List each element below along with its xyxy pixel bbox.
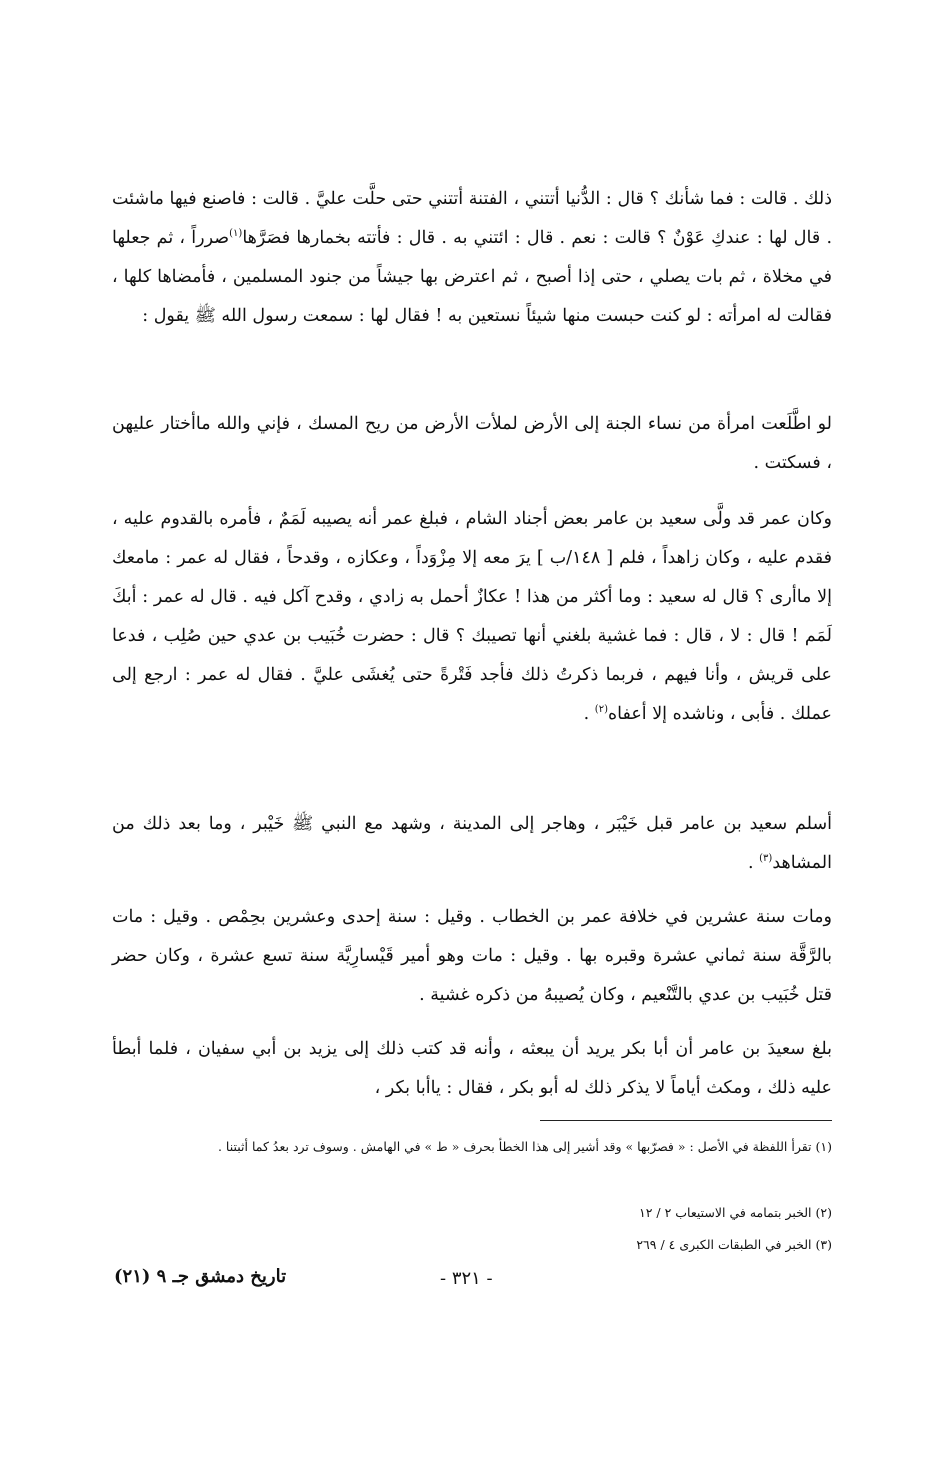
hadith-quote: [112, 405, 832, 483]
paragraph-islam-said: [112, 805, 832, 883]
paragraph-text: صرراً ، ثم جعلها في مخلاة ، ثم بات يصلي ، حتى إذا أصبح ، ثم اعترض بها جيشاً من جنود المسلمين ، فأمضاها كلها ، فقالت له امرأته : لو كنت حبست منها شيئاً نستعين به ! فقال لها : سمعت رسول الله ﷺ يقول :: [112, 228, 832, 326]
paragraph-text: لو اطَّلَعت امرأة من نساء الجنة إلى الأرض لملأت الأرض من ريح المسك ، فإني والله ماأختار عليهن ، فسكتت .: [112, 414, 832, 473]
footnote-marker-1: (١): [229, 228, 243, 240]
paragraph-text: .: [748, 853, 760, 873]
paragraph-umar-said: [112, 500, 832, 734]
paragraph-intro: [112, 180, 832, 336]
paragraph-text: أسلم سعيد بن عامر قبل خَيْبَر ، وهاجر إلى المدينة ، وشهد مع النبي ﷺ خَيْبر ، وما بعد ذلك من المشاهد: [112, 814, 832, 873]
page-number: - ٣٢١ -: [440, 1268, 493, 1289]
footnote-2: (٢) الخبر بتمامه في الاستيعاب ٢ / ١٢: [638, 1205, 832, 1220]
paragraph-text: بلغ سعيدَ بن عامر أن أبا بكر يريد أن يبعثه ، وأنه قد كتب ذلك إلى يزيد بن أبي سفيان ، فلما أبطأ عليه ذلك ، ومكث أياماً لا يذكر ذلك له أبو بكر ، فقال : ياأبا بكر ،: [112, 1039, 832, 1098]
footnote-1: (١) تقرأ اللفظة في الأصل : « فصرّبها » وقد أشير إلى هذا الخطأ بحرف « ط » في الهامش . وسوف ترد بعدُ كما أثبتنا .: [217, 1139, 832, 1154]
paragraph-death: [112, 898, 832, 1015]
paragraph-text: وكان عمر قد ولَّى سعيد بن عامر بعض أجناد الشام ، فبلغ عمر أنه يصيبه لَمَمٌ ، فأمره بالقدوم عليه ، فقدم عليه ، وكان زاهداً ، فلم [ ١٤٨/ب ] يرَ معه إلا مِزْوَداً ، وعكازه ، وقدحاً ، فقال له عمر : مامعك إلا ماأرى ؟ قال له سعيد : وما أكثر من هذا ! عكازٌ أحمل به زادي ، وقدح آكل فيه . قال له عمر : أبكَ لَمَم ! قال : لا ، قال : فما غشية بلغني أنها تصيبك ؟ قال : حضرت خُبَيب بن عدي حين صُلِب ، فدعا على قريش ، وأنا فيهم ، فربما ذكرتُ ذلك فأجد فَتْرةً حتى يُغشَى عليَّ . فقال له عمر : ارجع إلى عملك . فأبى ، وناشده إلا أعفاه: [112, 509, 833, 724]
footnote-marker-3: (٣): [759, 853, 773, 865]
footnote-marker-2: (٢): [594, 704, 608, 716]
paragraph-text: ومات سنة عشرين في خلافة عمر بن الخطاب . وقيل : سنة إحدى وعشرين بحِمْص . وقيل : مات بالرَّقَّة سنة ثماني عشرة وقبره بها . وقيل : مات وهو أمير قَيْسارِيَّة سنة تسع عشرة ، وكان حضر قتل خُبَيب بن عدي بالتَّنْعيم ، وكان يُصيبهُ من ذكره غشية .: [112, 907, 832, 1005]
paragraph-abu-bakr: [112, 1030, 832, 1108]
footnote-3: (٣) الخبر في الطبقات الكبرى ٤ / ٢٦٩: [636, 1237, 832, 1252]
footnote-separator: [540, 1120, 832, 1121]
paragraph-text: .: [583, 704, 595, 724]
paragraph-text: ذلك . قالت : فما شأنك ؟ قال : الدُّنيا أتتني ، الفتنة أتتني حتى حلَّت عليَّ . قالت : فاصنع فيها ماشئت . قال لها : عندكِ عَوْنٌ ؟ قالت : نعم . قال : ائتني به . قال : فأتته بخمارها فصَرَّها: [112, 189, 833, 248]
running-footer: تاريخ دمشق جـ ٩ (٢١): [114, 1266, 287, 1287]
